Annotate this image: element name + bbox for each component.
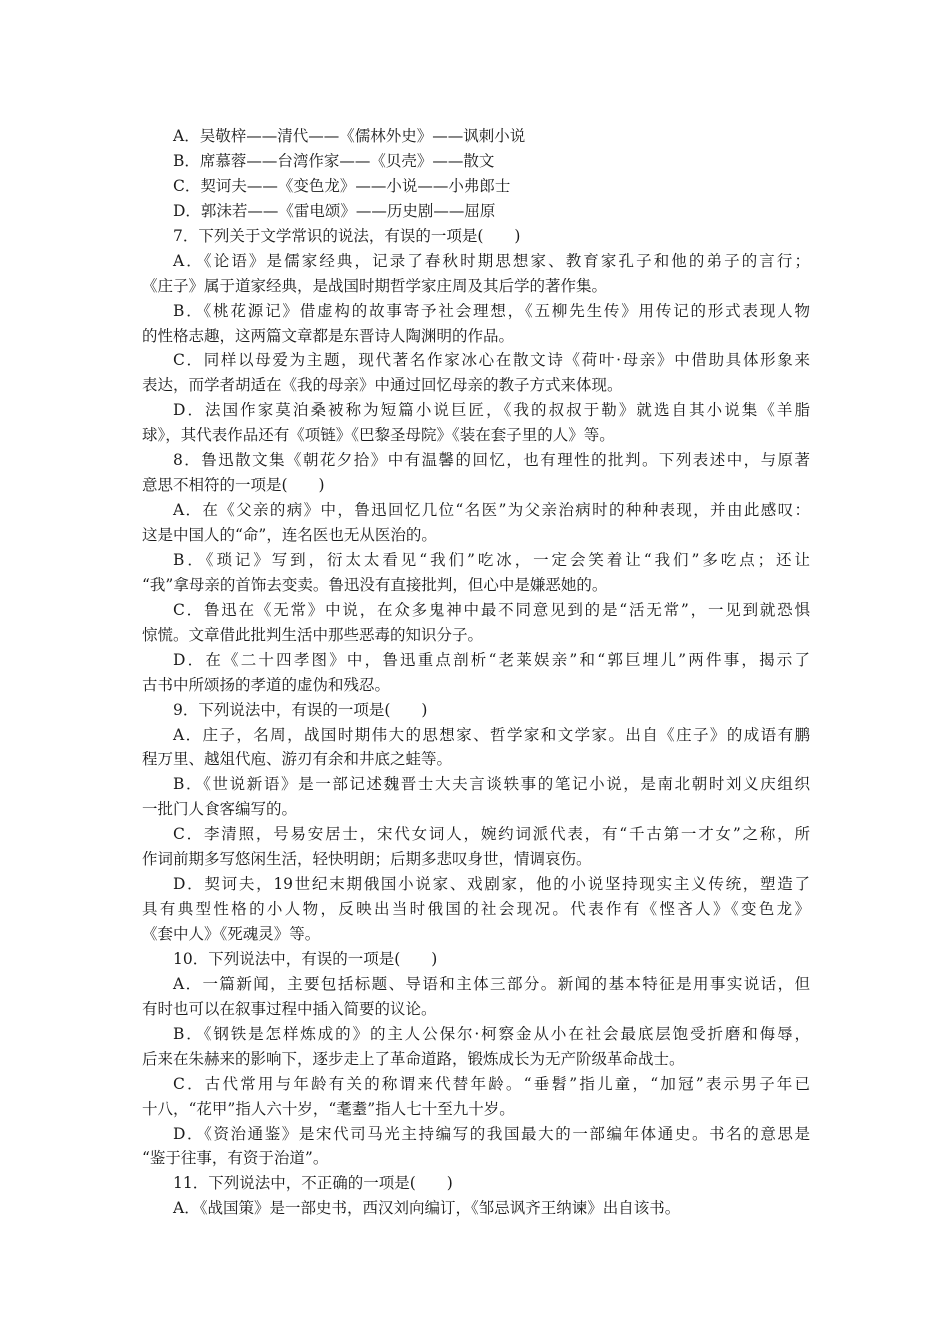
text-line: 球》，其代表作品还有《项链》《巴黎圣母院》《装在套子里的人》等。: [142, 426, 615, 445]
text-line: 这是中国人的“命”，连名医也无从医治的。: [142, 526, 437, 544]
text-line: 一批门人食客编写的。: [142, 800, 298, 819]
text-line: B．《琐记》写到，衍太太看见“我们”吃冰，一定会笑着让“我们”多吃点；还让: [173, 550, 810, 569]
text-line: 程万里、越俎代庖、游刃有余和井底之蛙等。: [142, 750, 453, 769]
text-line: 《庄子》属于道家经典，是战国时期哲学家庄周及其后学的著作集。: [142, 276, 608, 295]
text-line: “我”拿母亲的首饰去变卖。鲁迅没有直接批判，但心中是嫌恶她的。: [142, 575, 608, 594]
text-line: A．《论语》是儒家经典，记录了春秋时期思想家、教育家孔子和他的弟子的言行；: [173, 251, 810, 270]
text-line: B．席慕蓉——台湾作家——《贝壳》——散文: [173, 151, 495, 170]
text-line: A．一篇新闻，主要包括标题、导语和主体三部分。新闻的基本特征是用事实说话，但: [173, 974, 810, 993]
text-line: D．在《二十四孝图》中，鲁迅重点剖析“老莱娱亲”和“郭巨埋儿”两件事，揭示了: [173, 650, 810, 669]
text-line: 8．鲁迅散文集《朝花夕拾》中有温馨的回忆，也有理性的批判。下列表述中，与原著: [173, 451, 810, 470]
text-line: “鉴于往事，有资于治道”。: [142, 1149, 329, 1168]
text-line: C．鲁迅在《无常》中说，在众多鬼神中最不同意见到的是“活无常”，一见到就恐惧: [173, 600, 810, 619]
text-line: A．在《父亲的病》中，鲁迅回忆几位“名医”为父亲治病时的种种表现，并由此感叹：: [173, 501, 810, 520]
text-line: B．《钢铁是怎样炼成的》的主人公保尔·柯察金从小在社会最底层饱受折磨和侮辱，: [173, 1024, 810, 1043]
text-line: 11．下列说法中，不正确的一项是( ): [173, 1174, 453, 1193]
text-line: B．《桃花源记》借虚构的故事寄予社会理想，《五柳先生传》用传记的形式表现人物: [173, 301, 810, 320]
text-line: 作词前期多写悠闲生活，轻快明朗；后期多悲叹身世，情调哀伤。: [142, 850, 592, 869]
text-line: 7．下列关于文学常识的说法，有误的一项是( ): [173, 226, 521, 245]
text-line: A．吴敬梓——清代——《儒林外史》——讽刺小说: [173, 127, 526, 145]
text-line: D．契诃夫，19世纪末期俄国小说家、戏剧家，他的小说坚持现实主义传统，塑造了: [173, 875, 810, 894]
text-line: 意思不相符的一项是( ): [142, 476, 325, 495]
text-line: C．古代常用与年龄有关的称谓来代替年龄。“垂髫”指儿童，“加冠”表示男子年已: [173, 1074, 810, 1093]
text-line: C．契诃夫——《变色龙》——小说——小弗郎士: [173, 176, 511, 195]
text-line: 9．下列说法中，有误的一项是( ): [173, 700, 428, 719]
text-line: 有时也可以在叙事过程中插入简要的议论。: [142, 999, 437, 1018]
text-line: 具有典型性格的小人物，反映出当时俄国的社会现况。代表作有《悭吝人》《变色龙》: [142, 900, 810, 919]
document-body: [142, 124, 810, 1221]
text-line: B．《世说新语》是一部记述魏晋士大夫言谈轶事的笔记小说，是南北朝时刘义庆组织: [173, 775, 810, 794]
text-line: 的性格志趣，这两篇文章都是东晋诗人陶渊明的作品。: [142, 326, 515, 345]
text-line: 表达，而学者胡适在《我的母亲》中通过回忆母亲的教子方式来体现。: [142, 376, 623, 395]
text-line: A．庄子，名周，战国时期伟大的思想家、哲学家和文学家。出自《庄子》的成语有鹏: [173, 725, 810, 744]
text-line: 惊慌。文章借此批判生活中那些恶毒的知识分子。: [142, 625, 484, 644]
text-line: 十八，“花甲”指人六十岁，“耄耋”指人七十至九十岁。: [142, 1099, 515, 1118]
text-line: D．《资治通鉴》是宋代司马光主持编写的我国最大的一部编年体通史。书名的意思是: [173, 1124, 810, 1143]
text-line: D．郭沫若——《雷电颂》——历史剧——屈原: [173, 201, 496, 220]
text-line: 《套中人》《死魂灵》等。: [142, 925, 321, 943]
text-line: D．法国作家莫泊桑被称为短篇小说巨匠，《我的叔叔于勒》就选自其小说集《羊脂: [173, 401, 810, 420]
text-line: C．同样以母爱为主题，现代著名作家冰心在散文诗《荷叶·母亲》中借助具体形象来: [173, 351, 810, 370]
text-line: 古书中所颂扬的孝道的虚伪和残忍。: [142, 675, 391, 694]
text-line: C．李清照，号易安居士，宋代女词人，婉约词派代表，有“千古第一才女”之称，所: [173, 825, 810, 844]
text-line: 10．下列说法中，有误的一项是( ): [173, 949, 438, 968]
text-line: 后来在朱赫来的影响下，逐步走上了革命道路，锻炼成长为无产阶级革命战士。: [142, 1049, 685, 1068]
text-line: A．《战国策》是一部史书，西汉刘向编订，《邹忌讽齐王纳谏》出自该书。: [173, 1199, 681, 1218]
